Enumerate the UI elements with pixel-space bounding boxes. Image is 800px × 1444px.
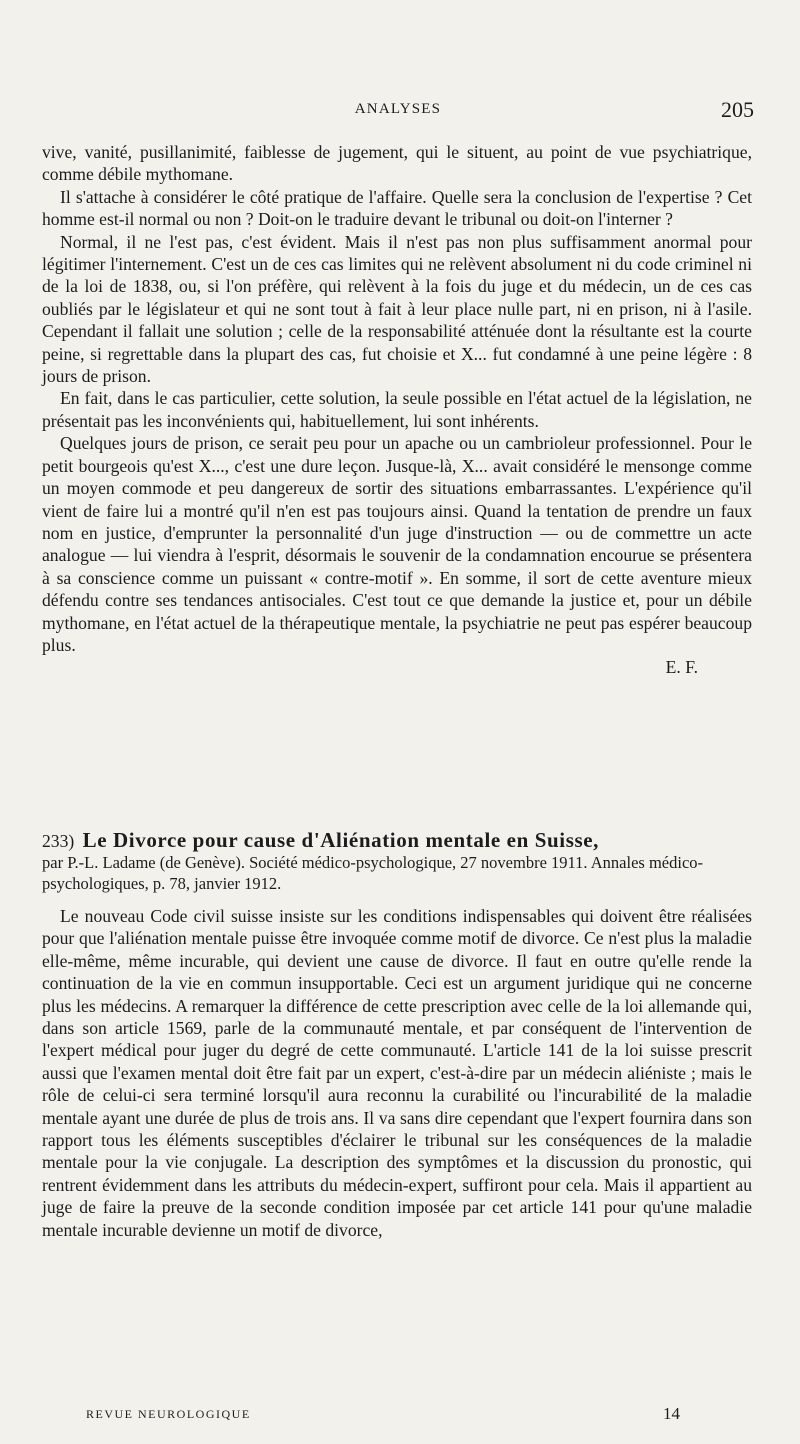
paragraph: Le nouveau Code civil suisse insiste sur les conditions indispensables qui doivent être réalisées pour que l'aliénation mentale puisse être invoquée comme motif de divorce. Ce n'est plus la maladie elle-même, même incurable, qui devient une cause de divorce. Il faut en outre qu'elle rende la continuation de la vie en commun insupportable. Ceci est un argument juridique qui ne concerne plus les médecins. A remarquer la différence de cette prescription avec celle de la loi allemande qui, dans son article 1569, parle de la communauté mentale, et par conséquent de l'intervention de l'expert médical pour juger du degré de cette communauté. L'article 141 de la loi suisse prescrit aussi que l'examen mental doit être fait par un expert, c'est-à-dire par un médecin aliéniste ; mais le rôle de celui-ci sera terminé lorsqu'il aura reconnu la curabilité ou l'incurabilité de la maladie mentale ayant une durée de plus de trois ans. Il va sans dire cependant que l'expert fournira dans son rapport tous les éléments susceptibles d'éclairer le tribunal sur les conséquences de la maladie mentale pour la vie conjugale. La description des symptômes et la discussion du pronostic, qui rentrent évidemment dans les attributs du médecin-expert, suffiront pour cela. Mais il appartient au juge de faire la preuve de la seconde condition imposée par cet article 141 pour qu'une maladie mentale incurable devienne un motif de divorce, xyxy=(42,906,752,1240)
paragraph: Normal, il ne l'est pas, c'est évident. Mais il n'est pas non plus suffisamment anormal pour légitimer l'internement. C'est un de ces cas limites qui ne relèvent absolument ni du code criminel ni de la loi de 1838, ou, si l'on préfère, qui relèvent à la fois du juge et du médecin, un de ces cas oubliés par le législateur et qui ne sont tout à fait à leur place nulle part, ni en prison, ni à l'asile. Cependant il fallait une solution ; celle de la responsabilité atténuée dont la résultante est la courte peine, si regrettable dans la plupart des cas, fut choisie et X... fut condamné à une peine légère : 8 jours de prison. xyxy=(42,231,752,387)
entry-number: 233) xyxy=(42,831,75,851)
author-initials: E. F. xyxy=(665,657,698,678)
running-head: ANALYSES xyxy=(354,101,442,117)
paragraph: En fait, dans le cas particulier, cette solution, la seule possible en l'état actuel de la législation, ne présentait pas les inconvénients qui, habituellement, lui sont inhérents. xyxy=(42,388,752,431)
entry-heading xyxy=(42,829,754,894)
entry-byline: par P.-L. Ladame (de Genève). Société médico-psychologique, 27 novembre 1911. Annales médico-psychologiques, p. 78, janvier 1912. xyxy=(42,853,704,894)
signature-mark: 14 xyxy=(663,1404,680,1423)
paragraph: Quelques jours de prison, ce serait peu pour un apache ou un cambrioleur professionnel. Pour le petit bourgeois qu'est X..., c'est une dure leçon. Jusque-là, X... avait considéré le mensonge comme un moyen commode et peu dangereux de sortir des situations embarrassantes. L'expérience qu'il vient de faire lui a montré qu'il n'en est pas toujours ainsi. Quand la tentation de prendre un faux nom en justice, d'emprunter la personnalité d'un juge d'instruction — ou de commettre un acte analogue — lui viendra à l'esprit, désormais le souvenir de la condamnation encourue se présentera à sa conscience comme un puissant « contre-motif ». En somme, il sort de cette aventure mieux défendu contre ses tendances antisociales. C'est tout ce que demande la justice et, pour un débile mythomane, en l'état actuel de la thérapeutique mentale, la psychiatrie ne peut pas espérer beaucoup plus. xyxy=(42,433,752,655)
page-number: 205 xyxy=(721,97,754,122)
paragraph: Il s'attache à considérer le côté pratique de l'affaire. Quelle sera la conclusion de l'expertise ? Cet homme est-il normal ou non ? Doit-on le traduire devant le tribunal ou doit-on l'interner ? xyxy=(42,186,752,230)
signature-row xyxy=(42,656,752,678)
journal-name: REVUE NEUROLOGIQUE xyxy=(86,1407,251,1421)
page-footer xyxy=(42,1404,754,1429)
paragraph: vive, vanité, pusillanimité, faiblesse de jugement, qui le situent, au point de vue psychiatrique, comme débile mythomane. xyxy=(42,142,752,185)
analysis-continuation xyxy=(42,141,752,679)
page-header xyxy=(42,97,754,127)
entry-title: Le Divorce pour cause d'Aliénation mentale en Suisse, xyxy=(82,828,600,852)
entry-title-line xyxy=(42,829,754,852)
entry-body xyxy=(42,905,752,1241)
